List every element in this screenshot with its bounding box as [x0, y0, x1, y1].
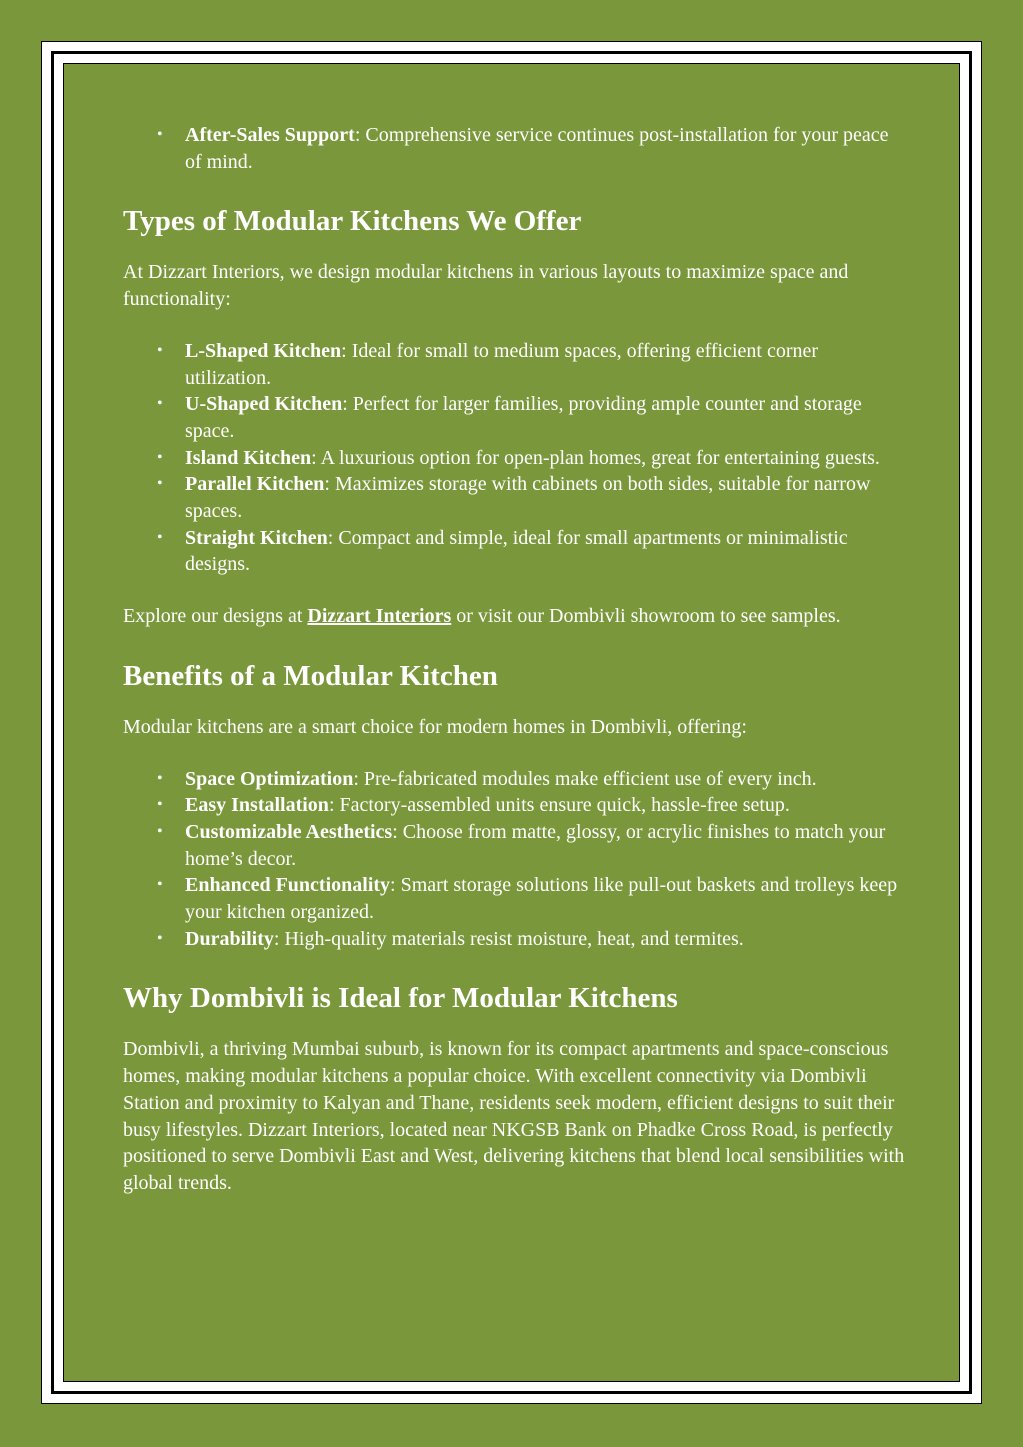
benefits-list — [123, 766, 908, 953]
list-item — [185, 338, 908, 391]
list-item-term: Space Optimization — [185, 767, 354, 790]
list-item-term: Island Kitchen — [185, 446, 312, 469]
dizzart-interiors-link[interactable]: Dizzart Interiors — [307, 605, 452, 628]
list-item-desc: : Pre-fabricated modules make efficient use of every inch. — [353, 767, 817, 790]
intro-list — [123, 122, 908, 175]
list-item — [185, 391, 908, 444]
list-item-desc: : Factory-assembled units ensure quick, hassle-free setup. — [328, 794, 790, 817]
list-item-desc: : Choose from matte, glossy, or acrylic finishes to match your home’s decor. — [185, 820, 886, 870]
list-item-desc: : High-quality materials resist moisture, heat, and termites. — [273, 927, 744, 950]
list-item-term: Customizable Aesthetics — [185, 820, 393, 843]
list-item-desc: : Maximizes storage with cabinets on both sides, suitable for narrow spaces. — [185, 473, 871, 523]
list-item-desc: : Comprehensive service continues post-installation for your peace of mind. — [185, 124, 889, 173]
list-item — [185, 445, 908, 472]
benefits-heading: Benefits of a Modular Kitchen — [123, 659, 498, 692]
explore-text-after: or visit our Dombivli showroom to see samples. — [451, 605, 841, 628]
list-item — [185, 525, 908, 578]
explore-text-before: Explore our designs at — [123, 605, 308, 628]
list-item — [185, 872, 908, 925]
list-item — [185, 766, 908, 793]
list-item — [185, 819, 908, 872]
dombivli-heading: Why Dombivli is Ideal for Modular Kitchens — [123, 982, 678, 1015]
benefits-intro: Modular kitchens are a smart choice for modern homes in Dombivli, offering: — [123, 715, 747, 738]
list-item-term: L-Shaped Kitchen — [185, 339, 342, 362]
list-item — [185, 792, 908, 819]
types-intro: At Dizzart Interiors, we design modular kitchens in various layouts to maximize space and functionality: — [123, 261, 849, 311]
list-item-term: Enhanced Functionality — [185, 874, 391, 897]
list-item-desc: : A luxurious option for open-plan homes, great for entertaining guests. — [311, 446, 880, 469]
list-item-desc: : Ideal for small to medium spaces, offering efficient corner utilization. — [185, 339, 819, 389]
list-item-term: After-Sales Support — [185, 124, 355, 146]
list-item-term: Parallel Kitchen — [185, 473, 325, 496]
list-item-desc: : Perfect for larger families, providing ample counter and storage space. — [185, 393, 862, 442]
list-item-desc: : Compact and simple, ideal for small apartments or minimalistic designs. — [185, 526, 848, 576]
document-content — [123, 122, 908, 1197]
list-item — [185, 471, 908, 524]
list-item — [185, 122, 908, 175]
types-heading: Types of Modular Kitchens We Offer — [123, 205, 582, 238]
list-item — [185, 926, 908, 953]
types-list — [123, 338, 908, 578]
list-item-term: Straight Kitchen — [185, 526, 328, 549]
explore-paragraph — [123, 603, 908, 630]
dombivli-body: Dombivli, a thriving Mumbai suburb, is known for its compact apartments and space-conscious homes, making modular kitchens a popular choice. With excellent connectivity via Dombivli Station and proximity to Kalyan and Thane, residents seek modern, efficient designs to suit their busy lifestyles. Dizzart Interiors, located near NKGSB Bank on Phadke Cross Road, is perfectly positioned to serve Dombivli East and West, delivering kitchens that blend local sensibilities with global trends. — [123, 1038, 905, 1194]
list-item-desc: : Smart storage solutions like pull-out baskets and trolleys keep your kitchen organized. — [185, 874, 898, 924]
list-item-term: Durability — [185, 927, 274, 950]
list-item-term: Easy Installation — [185, 794, 329, 817]
list-item-term: U-Shaped Kitchen — [185, 393, 343, 416]
